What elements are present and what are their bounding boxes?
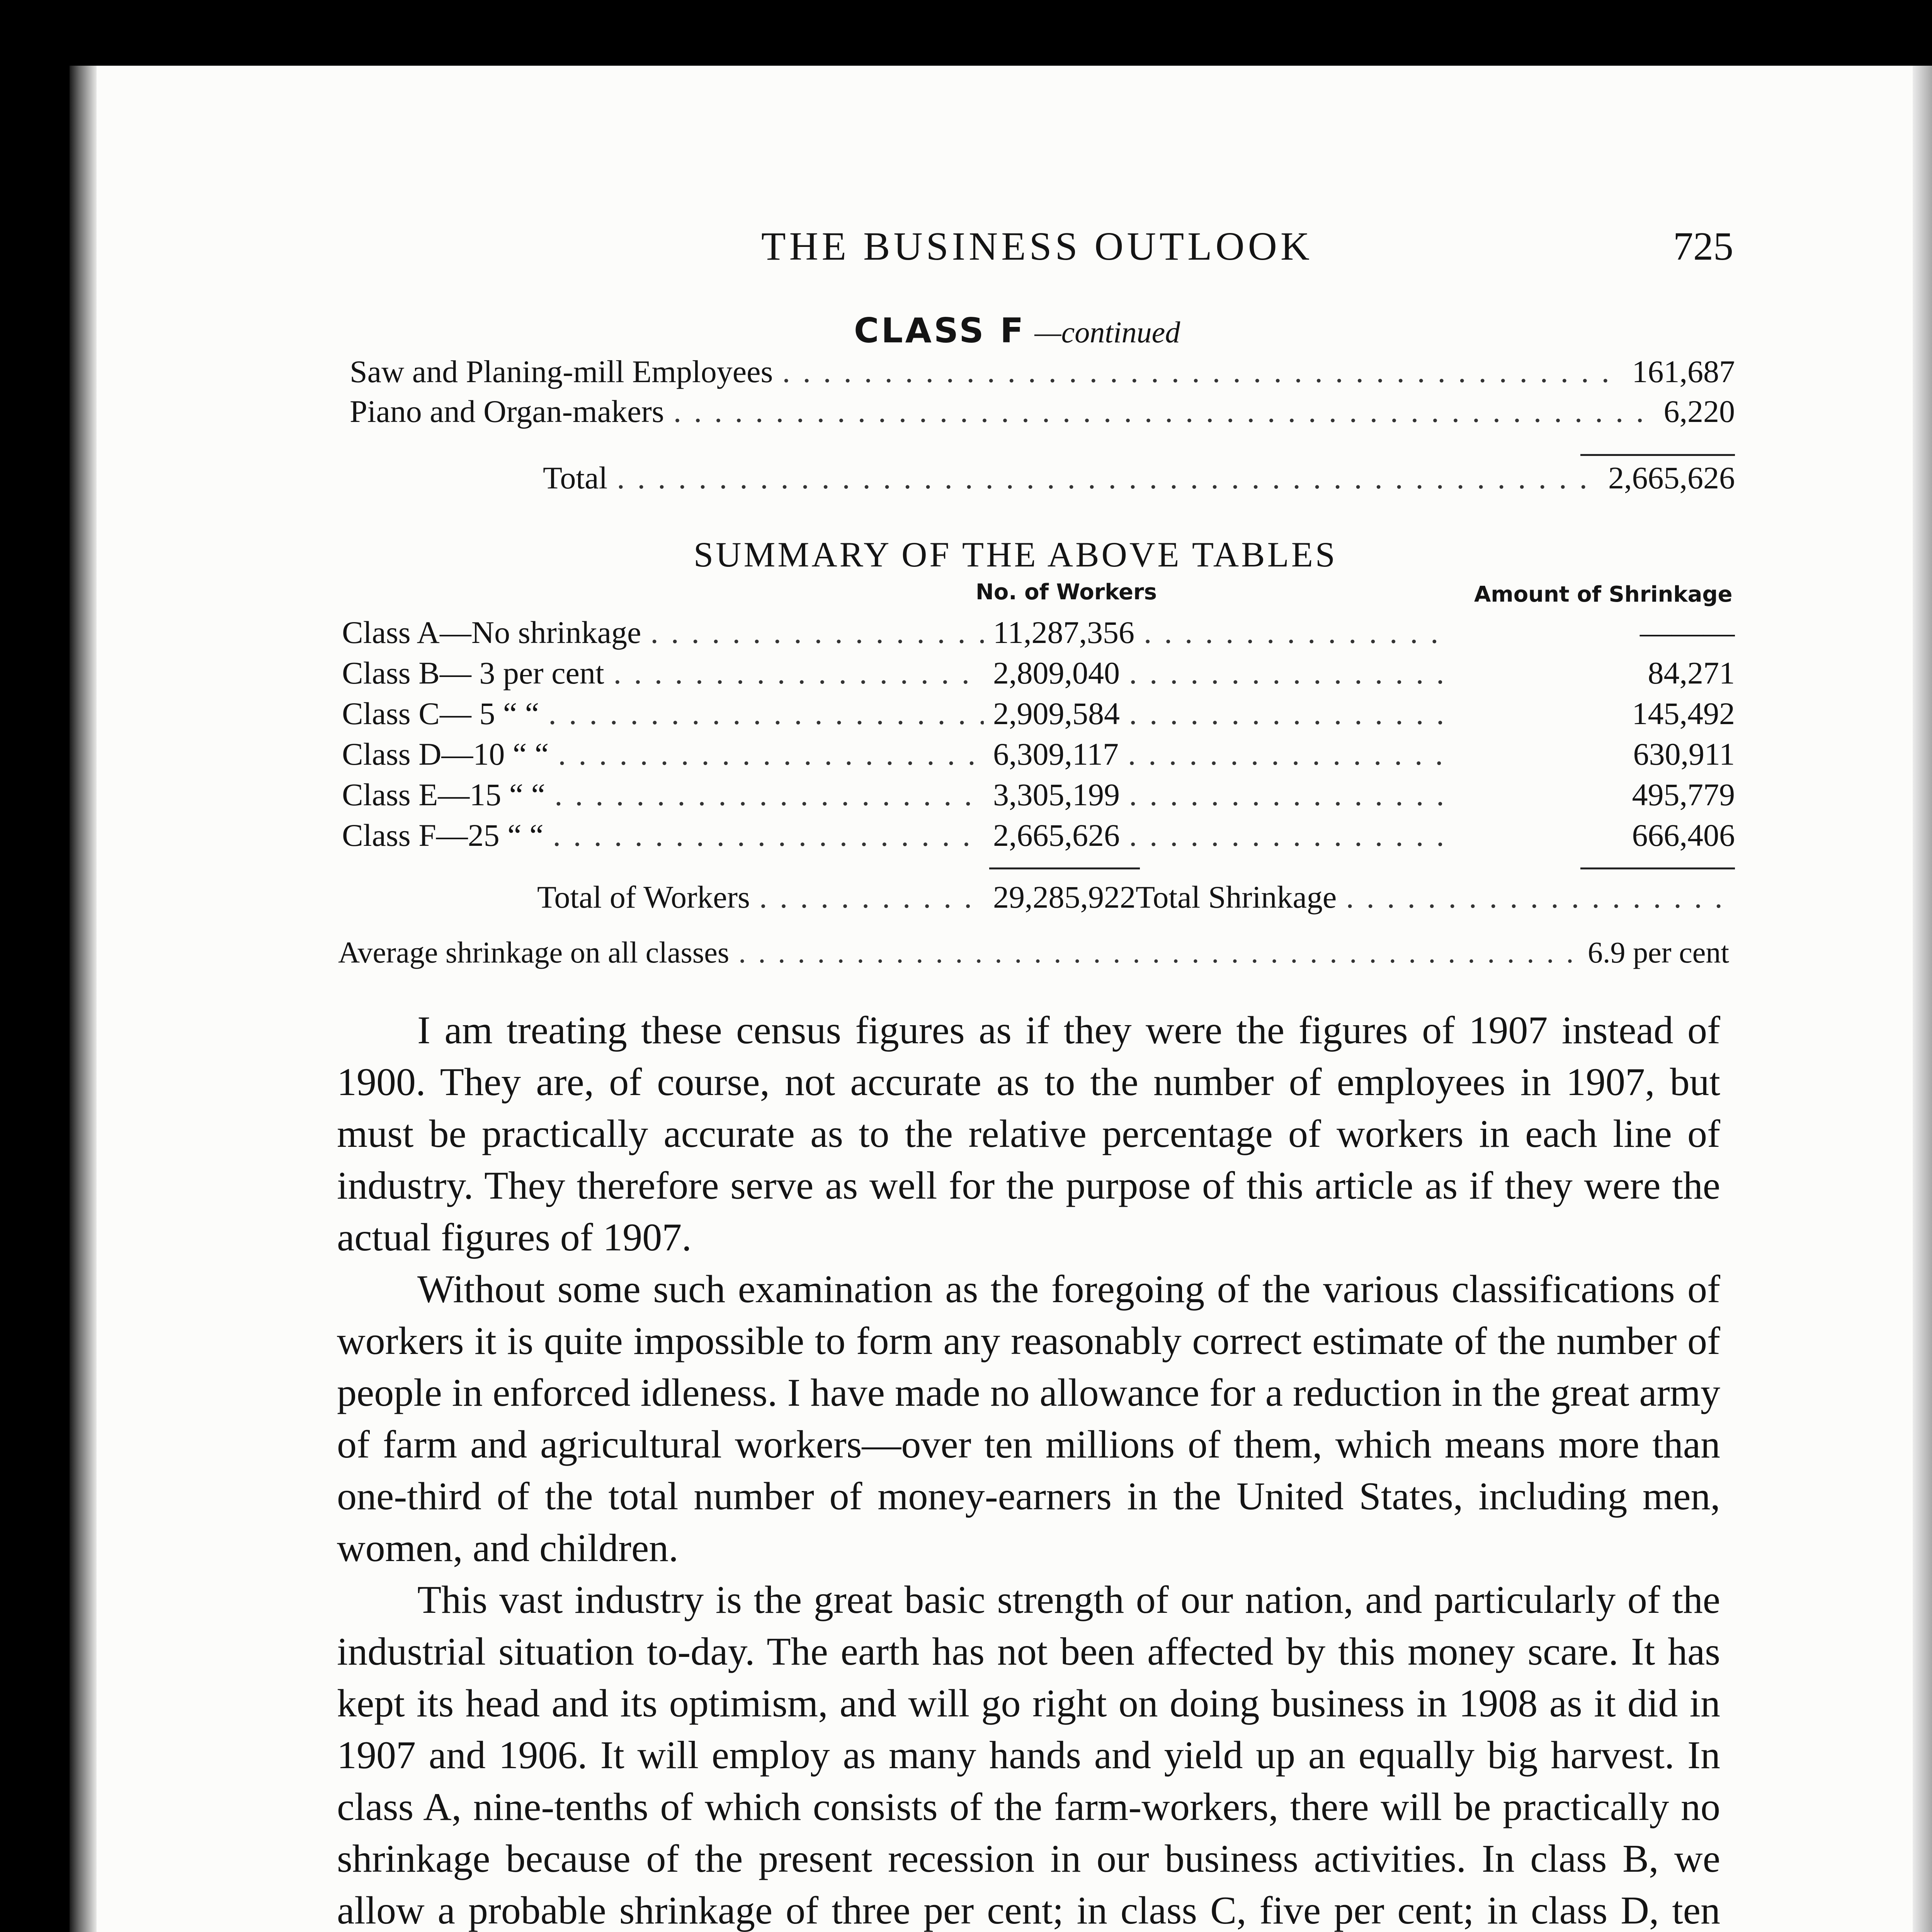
dot-leader [1129,817,1447,854]
dot-leader [759,879,984,915]
dot-leader [1346,879,1735,915]
total-workers-value: 29,285,922 [993,879,1136,915]
summary-class-label: Class D—10 “ “ [342,736,549,772]
running-head: THE BUSINESS OUTLOOK [761,224,1313,269]
average-row [338,935,1729,970]
dot-leader [1129,777,1447,813]
column-header-shrinkage: Amount of Shrinkage [1474,582,1733,607]
dot-leader [548,696,984,732]
class-f-row [350,354,1735,390]
sum-rule-workers [989,867,1140,869]
total-label: Total [543,460,608,495]
article-body [337,1005,1720,1932]
summary-class-label: Class C— 5 “ “ [342,696,539,731]
summary-row [342,736,1735,772]
page-gutter-shadow [70,66,97,1932]
summary-shrinkage: 145,492 [1632,696,1735,731]
dot-leader [1129,696,1447,732]
paragraph: Without some such examination as the foregoing of the various classifications of workers it is quite impossible to form any reasonably correct estimate of the number of people in enforced idleness. I have made no allowance for a reduction in the great army of farm and agricultural workers—over ten millions of them, which means more than one-third of the total number of money-earners in the United States, including men, women, and children. [337,1267,1720,1570]
total-shrinkage-label: Total Shrinkage [1136,879,1337,915]
dot-leader [553,817,984,854]
summary-shrinkage: 666,406 [1632,818,1735,853]
class-f-title: CLASS F [854,311,1026,350]
summary-total-row [537,879,1735,915]
total-value: 2,665,626 [1608,460,1735,495]
summary-workers: 2,909,584 [993,696,1120,731]
class-f-continued: —continued [1034,315,1180,349]
summary-row [342,655,1735,691]
row-label: Saw and Planing-mill Employees [350,354,773,389]
dot-leader [1128,736,1447,772]
average-label: Average shrinkage on all classes [338,935,730,969]
dot-leader [1144,614,1447,651]
dot-leader [673,393,1655,430]
sum-rule [1580,454,1735,456]
summary-row [342,696,1735,732]
paragraph: I am treating these census figures as if they were the figures of 1907 instead of 1900. They are, of course, not accurate as to the number of employees in 1907, but must be practically accurate as to the relative percentage of workers in each line of industry. They therefore serve as well for the purpose of this article as if they were the actual figures of 1907. [337,1009,1720,1259]
summary-shrinkage: ——— [1640,615,1735,650]
class-f-heading [854,310,1180,351]
row-value: 161,687 [1632,354,1735,389]
summary-class-label: Class E—15 “ “ [342,777,546,812]
dot-leader [558,736,984,772]
summary-class-label: Class B— 3 per cent [342,655,604,690]
dot-leader [782,354,1622,390]
dot-leader [1129,655,1447,691]
summary-row [342,777,1735,813]
summary-shrinkage: 630,911 [1633,736,1735,772]
summary-workers: 6,309,117 [993,736,1119,772]
row-value: 6,220 [1663,394,1735,429]
summary-row [342,817,1735,854]
row-label: Piano and Organ-makers [350,394,664,429]
dot-leader [554,777,984,813]
page-edge-shadow [1913,66,1932,1932]
total-workers-label: Total of Workers [537,879,750,915]
sum-rule-shrinkage [1580,867,1735,869]
summary-shrinkage: 84,271 [1648,655,1735,690]
summary-workers: 11,287,356 [993,615,1134,650]
summary-class-label: Class F—25 “ “ [342,818,544,853]
summary-workers: 3,305,199 [993,777,1120,812]
dot-leader [650,614,984,651]
page-number: 725 [1673,224,1733,269]
column-header-workers: No. of Workers [976,580,1157,605]
summary-row [342,614,1735,651]
average-value: 6.9 per cent [1587,935,1729,969]
class-f-row [350,393,1735,430]
summary-workers: 2,665,626 [993,818,1120,853]
summary-workers: 2,809,040 [993,655,1120,690]
summary-shrinkage: 495,779 [1632,777,1735,812]
summary-title: SUMMARY OF THE ABOVE TABLES [694,535,1338,574]
dot-leader [738,935,1578,970]
dot-leader [617,460,1599,496]
dot-leader [614,655,984,691]
summary-class-label: Class A—No shrinkage [342,615,641,650]
paragraph: This vast industry is the great basic strength of our nation, and particularly of the industrial situation to-day. The earth has not been affected by this money scare. It has kept its head and its optimism, and will go right on doing business in 1908 as it did in 1907 and 1906. It will employ as many hands and yield up an equally big harvest. In class A, nine-tenths of which consists of the farm-workers, there will be practically no shrinkage because of the present recession in our business activities. In class B, we allow a probable shrinkage of three per cent; in class C, five per cent; in class D, ten [337,1578,1720,1932]
class-f-total-row [543,460,1735,496]
